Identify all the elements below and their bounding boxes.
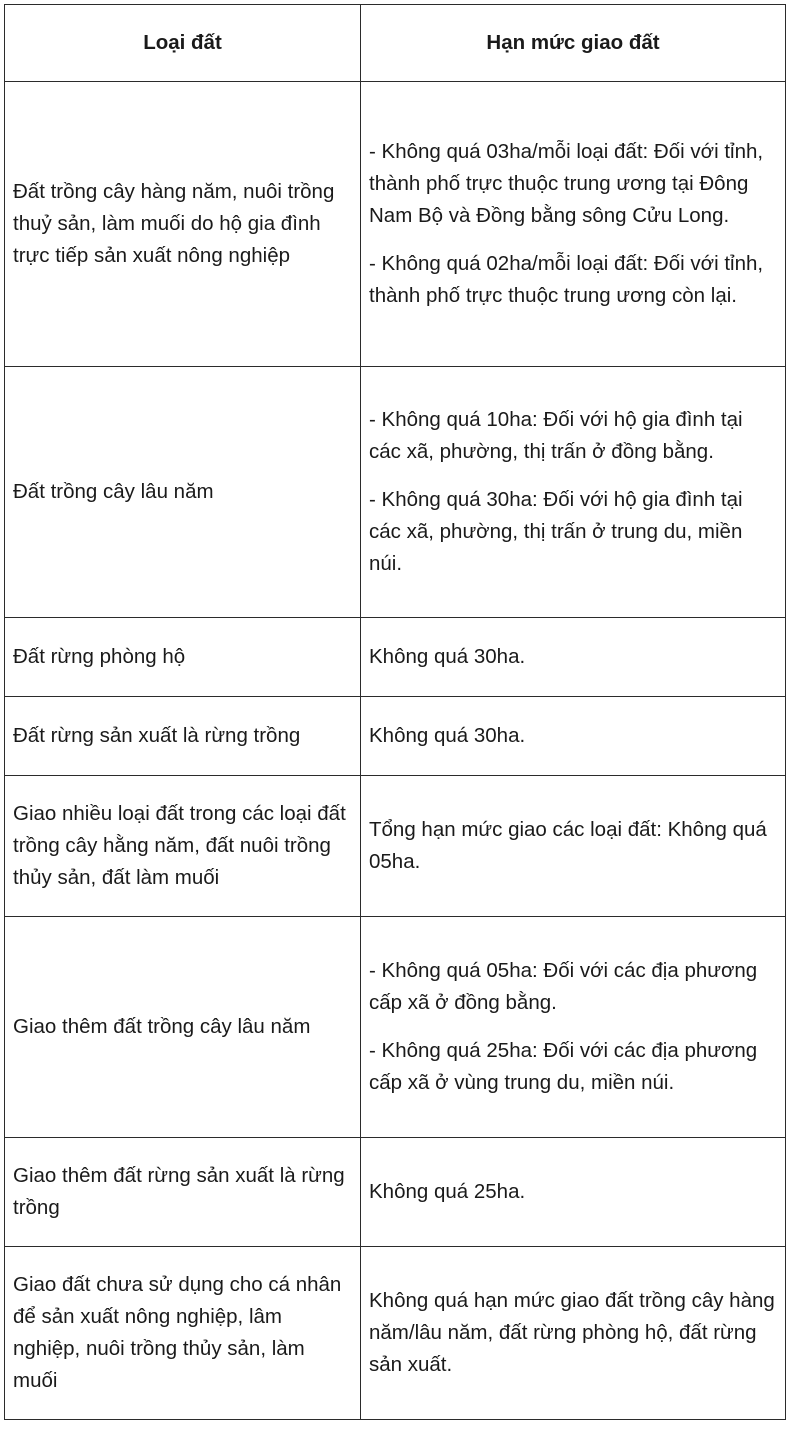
limit-cell [361, 82, 786, 367]
limit-cell [361, 776, 786, 917]
limit-cell [361, 618, 786, 697]
table-row [5, 1247, 786, 1420]
limit-cell [361, 697, 786, 776]
limit-text: Không quá hạn mức giao đất trồng cây hàng năm/lâu năm, đất rừng phòng hộ, đất rừng sản xuất. [369, 1289, 775, 1376]
table-row [5, 1138, 786, 1247]
limit-text: - Không quá 30ha: Đối với hộ gia đình tại các xã, phường, thị trấn ở trung du, miền núi. [369, 488, 743, 575]
limit-cell [361, 1138, 786, 1247]
land-type-cell: Đất trồng cây lâu năm [5, 367, 361, 618]
limit-text: - Không quá 03ha/mỗi loại đất: Đối với tỉnh, thành phố trực thuộc trung ương tại Đông Nam Bộ và Đồng bằng sông Cửu Long. [369, 140, 764, 227]
header-allocation-limit: Hạn mức giao đất [361, 5, 786, 82]
table-row [5, 618, 786, 697]
limit-text: - Không quá 10ha: Đối với hộ gia đình tại các xã, phường, thị trấn ở đồng bằng. [369, 408, 743, 463]
limit-cell [361, 367, 786, 618]
limit-cell [361, 1247, 786, 1420]
table-row [5, 82, 786, 367]
table-row [5, 776, 786, 917]
land-type-cell: Đất rừng phòng hộ [5, 618, 361, 697]
table-header-row [5, 5, 786, 82]
limit-text: Không quá 25ha. [369, 1180, 526, 1203]
land-type-cell: Giao thêm đất trồng cây lâu năm [5, 917, 361, 1138]
limit-cell [361, 917, 786, 1138]
land-type-cell: Giao đất chưa sử dụng cho cá nhân để sản xuất nông nghiệp, lâm nghiệp, nuôi trồng thủy sản, làm muối [5, 1247, 361, 1420]
land-type-cell: Đất trồng cây hàng năm, nuôi trồng thuỷ sản, làm muối do hộ gia đình trực tiếp sản xuất nông nghiệp [5, 82, 361, 367]
limit-text: Không quá 30ha. [369, 724, 526, 747]
limit-text: - Không quá 05ha: Đối với các địa phương cấp xã ở đồng bằng. [369, 959, 758, 1014]
land-type-cell: Giao thêm đất rừng sản xuất là rừng trồng [5, 1138, 361, 1247]
land-type-cell: Giao nhiều loại đất trong các loại đất trồng cây hằng năm, đất nuôi trồng thủy sản, đất làm muối [5, 776, 361, 917]
table-row [5, 697, 786, 776]
limit-text: - Không quá 25ha: Đối với các địa phương cấp xã ở vùng trung du, miền núi. [369, 1039, 758, 1094]
limit-text: Tổng hạn mức giao các loại đất: Không quá 05ha. [369, 818, 767, 873]
table-row [5, 917, 786, 1138]
header-land-type: Loại đất [5, 5, 361, 82]
land-type-cell: Đất rừng sản xuất là rừng trồng [5, 697, 361, 776]
land-allocation-table [4, 4, 786, 1420]
limit-text: - Không quá 02ha/mỗi loại đất: Đối với tỉnh, thành phố trực thuộc trung ương còn lại. [369, 252, 764, 307]
table-row [5, 367, 786, 618]
limit-text: Không quá 30ha. [369, 645, 526, 668]
